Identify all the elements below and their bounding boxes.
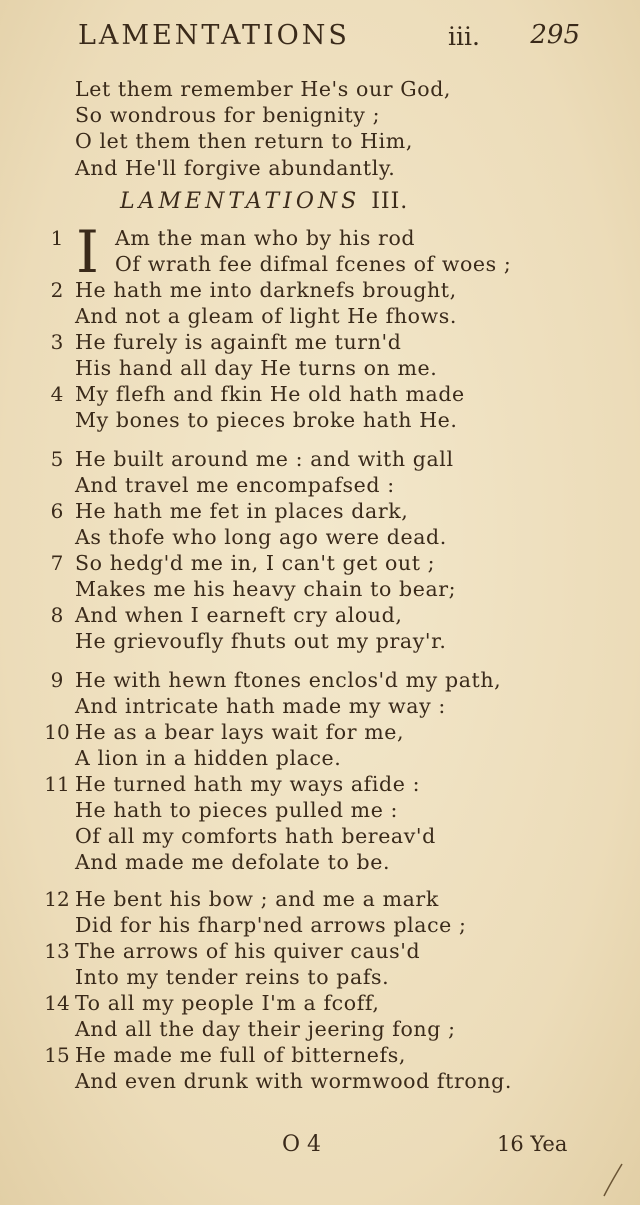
stanza-line: So wondrous for benignity ; xyxy=(75,103,381,127)
verse-line: And when I earneft cry aloud, xyxy=(75,603,403,627)
verse-number: 11 xyxy=(44,772,70,796)
verse-line: And not a gleam of light He fhows. xyxy=(75,304,457,328)
verse-line: A lion in a hidden place. xyxy=(75,746,342,770)
verse-number: 9 xyxy=(50,668,64,692)
verse-line: And made me defolate to be. xyxy=(75,850,391,874)
page-number: 295 xyxy=(530,20,580,50)
verse-line: Makes me his heavy chain to bear; xyxy=(75,577,457,601)
verse-number: 14 xyxy=(44,991,70,1015)
catchword: 16 Yea xyxy=(497,1132,568,1156)
verse-number: 6 xyxy=(50,499,64,523)
verse-line: So hedg'd me in, I can't get out ; xyxy=(75,551,436,575)
verse-number: 15 xyxy=(44,1043,70,1067)
verse-line: He furely is againft me turn'd xyxy=(75,330,402,354)
verse-line: As thofe who long ago were dead. xyxy=(75,525,447,549)
verse-line: And even drunk with wormwood ftrong. xyxy=(75,1069,512,1093)
verse-number: 10 xyxy=(44,720,70,744)
running-head-chapter: iii. xyxy=(448,22,480,51)
verse-line: He as a bear lays wait for me, xyxy=(75,720,405,744)
running-head-title: LAMENTATIONS xyxy=(78,20,350,51)
verse-number: 5 xyxy=(50,447,64,471)
verse-line: Of wrath fee difmal fcenes of woes ; xyxy=(115,252,512,276)
verse-number: 4 xyxy=(50,382,64,406)
verse-line: And all the day their jeering fong ; xyxy=(75,1017,456,1041)
verse-line: And intricate hath made my way : xyxy=(75,694,446,718)
verse-number: 3 xyxy=(50,330,64,354)
section-heading xyxy=(120,188,500,216)
running-head xyxy=(78,20,580,56)
verse-line: Did for his fharp'ned arrows place ; xyxy=(75,913,467,937)
verse-line: And travel me encompafsed : xyxy=(75,473,395,497)
verse-number: 7 xyxy=(50,551,64,575)
verse-line: He hath me into darknefs brought, xyxy=(75,278,457,302)
verse-line: His hand all day He turns on me. xyxy=(75,356,438,380)
stanza-line: Let them remember He's our God, xyxy=(75,77,452,101)
verse-line: My flefh and fkin He old hath made xyxy=(75,382,465,406)
signature-mark: O 4 xyxy=(282,1132,322,1157)
pen-stroke-icon xyxy=(600,1160,626,1200)
section-heading-number: III. xyxy=(371,189,409,214)
verse-number: 13 xyxy=(44,939,70,963)
verse-line: He hath to pieces pulled me : xyxy=(75,798,399,822)
verse-number: 8 xyxy=(50,603,64,627)
verse-line: To all my people I'm a fcoff, xyxy=(75,991,380,1015)
drop-cap: I xyxy=(76,218,99,286)
verse-number: 1 xyxy=(50,226,64,250)
stanza-line: O let them then return to Him, xyxy=(75,129,413,153)
verse-line: Am the man who by his rod xyxy=(115,226,416,250)
verse-line: The arrows of his quiver caus'd xyxy=(75,939,421,963)
verse-line: Of all my comforts hath bereav'd xyxy=(75,824,436,848)
verse-line: He bent his bow ; and me a mark xyxy=(75,887,439,911)
verse-number: 2 xyxy=(50,278,64,302)
verse-line: He with hewn ftones enclos'd my path, xyxy=(75,668,502,692)
verse-line: He built around me : and with gall xyxy=(75,447,454,471)
verse-line: He hath me fet in places dark, xyxy=(75,499,409,523)
verse-line: My bones to pieces broke hath He. xyxy=(75,408,458,432)
verse-line: He turned hath my ways afide : xyxy=(75,772,421,796)
verse-line: He grievoufly fhuts out my pray'r. xyxy=(75,629,447,653)
verse-line: Into my tender reins to pafs. xyxy=(75,965,390,989)
verse-number: 12 xyxy=(44,887,70,911)
verse-line: He made me full of bitternefs, xyxy=(75,1043,406,1067)
section-heading-title: LAMENTATIONS xyxy=(120,189,361,214)
stanza-line: And He'll forgive abundantly. xyxy=(75,156,396,180)
